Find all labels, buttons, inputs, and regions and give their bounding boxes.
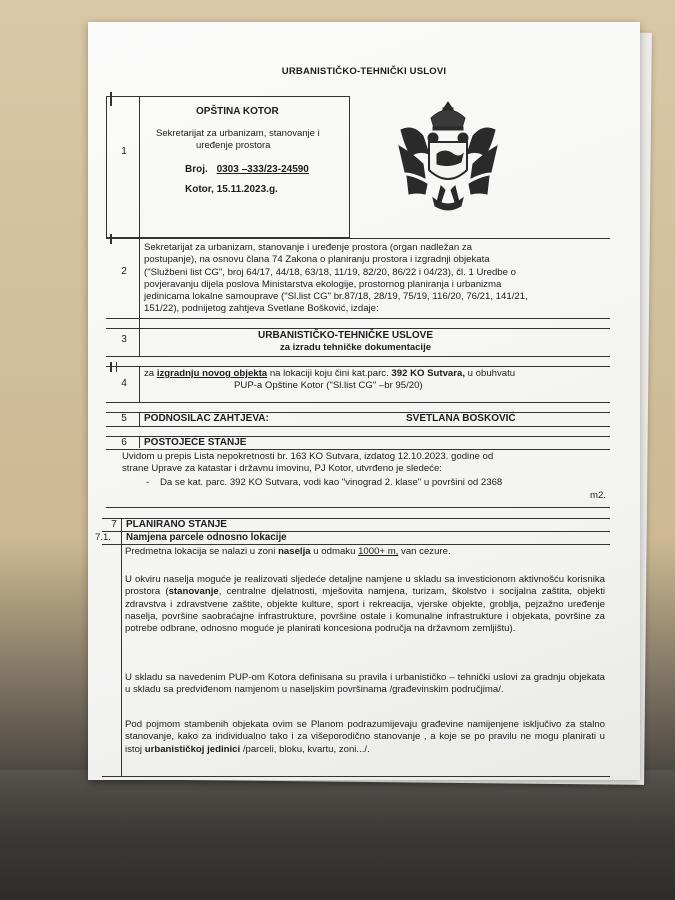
- project-description: za izgradnju novog objekta na lokaciji koju čini kat.parc. 392 KO Sutvara, u obuhvatu: [144, 368, 516, 379]
- row-1-number: 1: [121, 146, 127, 157]
- row-4-number: 4: [121, 378, 127, 389]
- project-type: izgradnju novog objekta: [156, 368, 268, 379]
- table-surface: [0, 770, 675, 900]
- conditions-subtitle: za izradu tehničke dokumentacije: [280, 342, 431, 353]
- legal-basis-line: postupanje), na osnovu člana 74 Zakona o planiranju prostora i izgradnji objekata: [144, 254, 490, 266]
- reference-label: Broj.: [185, 164, 208, 175]
- row-5-number: 5: [121, 413, 127, 424]
- existing-state-bullet-dash: -: [146, 477, 150, 488]
- applicant-label: PODNOSILAC ZAHTJEVA:: [144, 413, 269, 424]
- planned-state-title: PLANIRANO STANJE: [126, 519, 227, 530]
- department-line-2: uređenje prostora: [196, 140, 271, 151]
- row-3-number: 3: [121, 334, 127, 345]
- parcel-purpose-intro: Predmetna lokacija se nalazi u zoni naselja u odmaku 1000+ m, van cezure.: [125, 546, 451, 557]
- department-line-1: Sekretarijat za urbanizam, stanovanje i: [156, 128, 320, 139]
- legal-basis-line: Sekretarijat za urbanizam, stanovanje i uređenje prostora (organ nadležan za: [144, 242, 472, 253]
- existing-state-bullet: Da se kat. parc. 392 KO Sutvara, vodi kao "vinograd 2. klase" u površini od 2368 m2.: [160, 477, 606, 501]
- plan-reference: PUP-a Opštine Kotor ("Sl.list CG" –br 95/20): [234, 380, 423, 391]
- municipality-name: OPŠTINA KOTOR: [196, 106, 279, 117]
- legal-basis-paragraph: [144, 242, 606, 316]
- row-7-1-number: 7.1.: [95, 532, 111, 543]
- conditions-title: URBANISTIČKO-TEHNIČKE USLOVE: [258, 330, 434, 341]
- row-7-number: 7: [111, 519, 117, 530]
- reference-value: 0303 –333/23-24590: [216, 164, 309, 175]
- document-title: URBANISTIČKO-TEHNIČKI USLOVI: [281, 66, 447, 77]
- legal-basis-line: 151/22), podnijetog zahtjeva Svetlane Bošković, izdaje:: [144, 303, 379, 315]
- legal-basis-line: jedinicama lokalne samouprave ("Sl.list CG" br.87/18, 28/19, 75/19, 116/20, 76/21, 141/21,: [144, 291, 528, 303]
- coat-of-arms-emblem: [393, 98, 503, 218]
- plan-rules-paragraph: U skladu sa navedenim PUP-om Kotora definisana su pravila i urbanističko – tehnički uslovi za gradnju objekata u skladu sa predviđenom namjenom u naseljskim površinama /građevinskim područjima/.: [125, 672, 605, 696]
- row-6-number: 6: [121, 437, 127, 448]
- legal-basis-line: povjeravanju dijela poslova Ministarstva ekologije, prostornog planiranja i urbanizma: [144, 278, 502, 290]
- applicant-name: SVETLANA BOŠKOVIĆ: [406, 413, 516, 424]
- parcel-number: 392 KO Sutvara,: [391, 368, 465, 379]
- row-2-number: 2: [121, 266, 127, 277]
- document-date: Kotor, 15.11.2023.g.: [185, 184, 278, 195]
- parcel-purpose-title: Namjena parcele odnosno lokacije: [126, 532, 287, 543]
- document-page: [88, 22, 640, 780]
- reference-number: [185, 164, 309, 177]
- existing-state-text: Uvidom u prepis Lista nepokretnosti br. 163 KO Sutvara, izdatog 12.10.2023. godine od strane Uprave za katastar i državnu imovinu, PJ Kotor, utvrđeno je sledeće:: [122, 451, 494, 475]
- permitted-uses-paragraph: U okviru naselja moguće je realizovati sljedeće detaljne namjene u skladu sa investicionom aktivnošću korisnika prostora (stanovanje, centralne djelatnosti, mješovita namjena, turizam, školstvo i socijalna zaštita, objekti zdravstva i zdravstvene zaštite, objekte kulture, sport i rekreacija, vjerske objekte, groblja, pejzažno uređenje naselja, površine saobraćajne infrastrukture, površine ostale i komunalne infrastrukture i objekata, površine za potrebe odbrane, odnosno moguće je planirati koncesiona područja na državnom zemljištu).: [125, 574, 606, 635]
- legal-basis-line: ("Službeni list CG", broj 64/17, 44/18, 63/18, 11/19, 82/20, 86/22 i 04/23), čl. 1 Uredbe o: [144, 266, 516, 278]
- existing-state-title: POSTOJEĆE STANJE: [144, 437, 247, 448]
- residential-definition-paragraph: Pod pojmom stambenih objekata ovim se Planom podrazumijevaju građevine namijenjene isključivo za stalno stanovanje, kako za individualno tako i za višeporodično stanovanje , a koje se po pravilu ne mogu planirati u istoj urbanističkoj jedinici /parceli, bloku, kvartu, zoni.../.: [125, 719, 605, 755]
